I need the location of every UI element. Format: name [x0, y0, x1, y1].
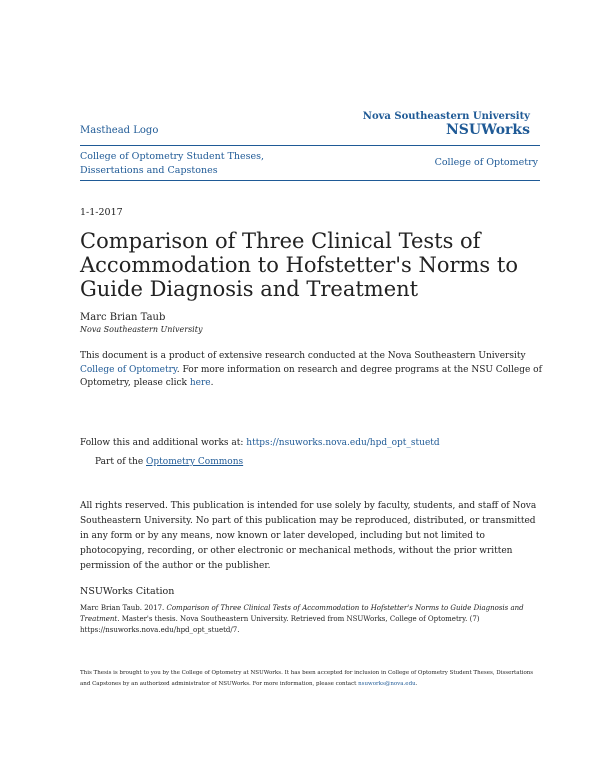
here-link[interactable]: here — [189, 378, 211, 388]
rights-statement: All rights reserved. This publication is intended for use solely by faculty, students, and staff of Nova Southeastern University. No part of this publication may be reproduced, distributed, or transmitted in any form or by any means, now known or later developed, including but not limited to photocopying, recording, or other electronic or mechanical methods, without the prior written permission of the author or the publisher. — [80, 501, 537, 571]
college-link[interactable]: College of Optometry — [434, 157, 538, 168]
part-of-label: Part of the — [95, 457, 147, 467]
citation-title: Comparison of Three Clinical Tests of Accommodation to Hofstetter's Norms to Guide Diagnosis and Treatment — [80, 604, 524, 623]
follow-line — [80, 437, 542, 451]
nsuworks-brand[interactable]: NSUWorks — [446, 122, 530, 138]
header-divider-bottom — [80, 180, 540, 181]
footer-notice — [80, 668, 542, 690]
citation-suffix: . Master's thesis. Nova Southeastern University. Retrieved from NSUWorks, College of Optometry. (7) https://nsuworks.nova.edu/hpd_opt_stuetd/7. — [80, 615, 480, 634]
masthead-logo[interactable]: Masthead Logo — [80, 125, 159, 136]
contact-email-link[interactable]: nsuworks@nova.edu — [358, 681, 416, 687]
intro-text: . — [210, 378, 214, 388]
intro-text: . For more information on research and degree programs at the NSU College of Optometry, please click — [80, 364, 542, 388]
footer-text: This Thesis is brought to you by the College of Optometry at NSUWorks. It has been accepted for inclusion in College of Optometry Student Theses, Dissertations and Capstones by an authorized administrator of NSUWorks. For more information, please contact — [80, 670, 534, 687]
part-of-line — [95, 457, 243, 467]
intro-paragraph — [80, 350, 542, 391]
collection-link[interactable]: College of Optometry Student Theses, Dissertations and Capstones — [80, 151, 265, 176]
university-name[interactable]: Nova Southeastern University — [362, 111, 530, 122]
author-name: Marc Brian Taub — [80, 312, 166, 323]
optometry-commons-link[interactable]: Optometry Commons — [146, 457, 244, 467]
intro-text: This document is a product of extensive research conducted at the Nova Southeastern University — [80, 351, 526, 361]
document-title: Comparison of Three Clinical Tests of Accommodation to Hofstetter's Norms to Guide Diagnosis and Treatment — [80, 229, 518, 301]
follow-label: Follow this and additional works at: — [80, 438, 247, 448]
citation-prefix: Marc Brian Taub. 2017. — [80, 604, 167, 612]
author-affiliation: Nova Southeastern University — [80, 325, 203, 334]
college-of-optometry-link[interactable]: College of Optometry — [80, 364, 177, 375]
publication-date: 1-1-2017 — [80, 207, 123, 218]
footer-end: . — [415, 681, 418, 687]
header-divider-top — [80, 145, 540, 146]
citation-heading: NSUWorks Citation — [80, 586, 175, 597]
collection-url-link[interactable]: https://nsuworks.nova.edu/hpd_opt_stuetd — [246, 438, 440, 448]
citation-text — [80, 603, 542, 636]
